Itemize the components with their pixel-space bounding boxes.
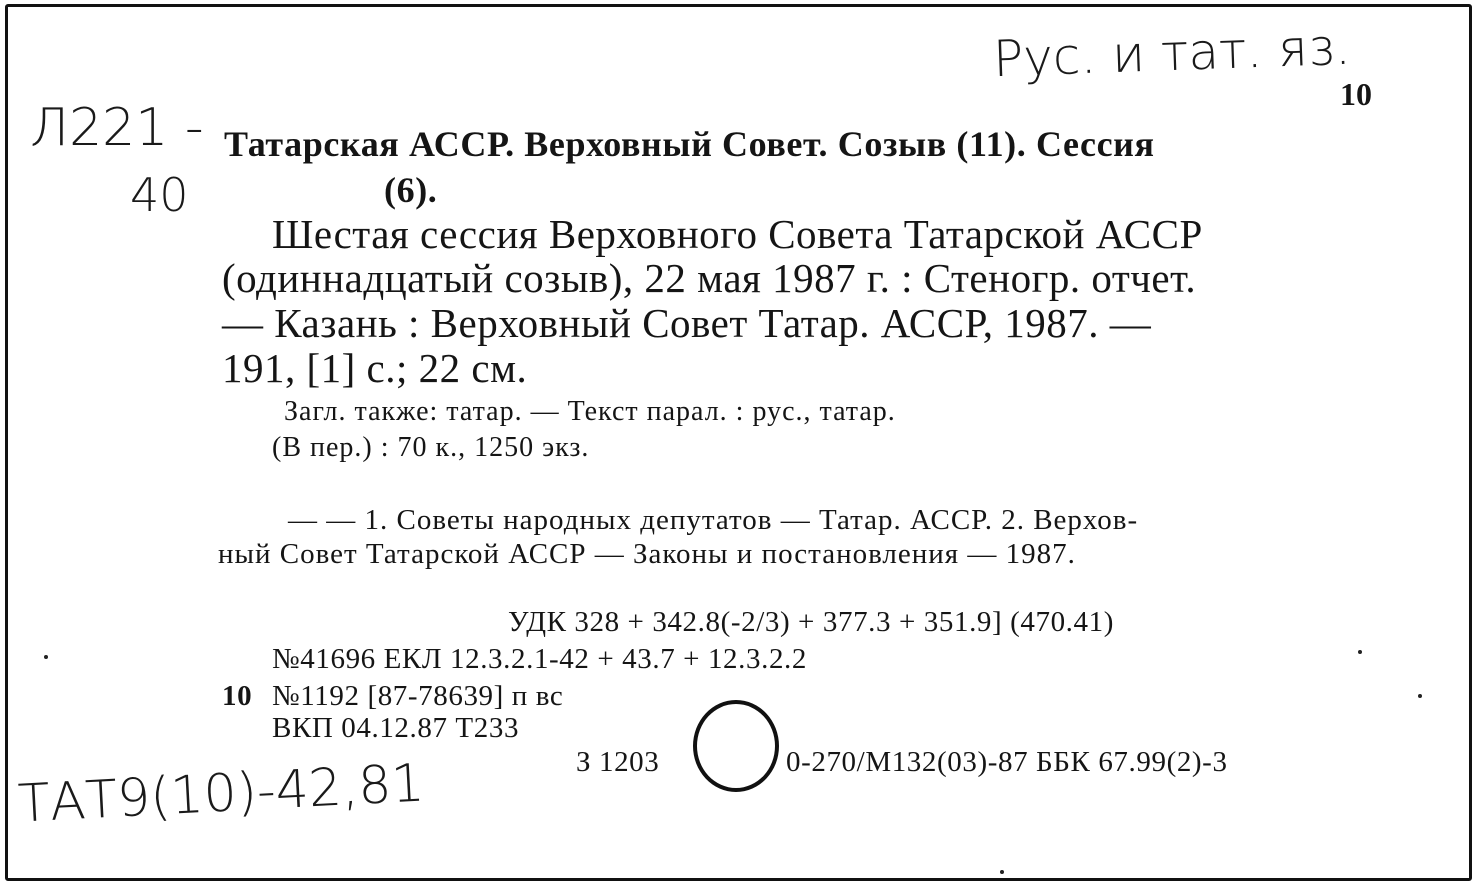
description-line-2: (одиннадцатый созыв), 22 мая 1987 г. : Стеногр. отчет. — [222, 255, 1197, 301]
description-line-1: Шестая сессия Верховного Совета Татарской АССР — [272, 211, 1203, 257]
handwritten-shelf-number: 40 — [130, 168, 189, 222]
subject-line-1: — — 1. Советы народных депутатов — Татар. АССР. 2. Верхов- — [288, 504, 1139, 536]
price-code-right: 0-270/М132(03)-87 ББК 67.99(2)-3 — [786, 746, 1228, 778]
description-line-4: 191, [1] с.; 22 см. — [222, 345, 528, 391]
speck — [1000, 870, 1004, 874]
price-code-left: З 1203 — [576, 746, 660, 778]
note-line-2: (В пер.) : 70 к., 1250 экз. — [272, 432, 590, 463]
card-sequence-number: 10 — [1340, 76, 1372, 112]
heading-line-2: (6). — [384, 170, 438, 210]
description-line-3: — Казань : Верховный Совет Татар. АССР, 1987. — — [222, 300, 1152, 346]
subject-line-2: ный Совет Татарской АССР — Законы и постановления — 1987. — [218, 538, 1076, 570]
note-line-1: Загл. также: татар. — Текст парал. : рус., татар. — [284, 396, 896, 427]
speck — [44, 655, 48, 659]
registration-prefix: 10 — [222, 680, 253, 712]
speck — [1358, 650, 1362, 654]
handwritten-language-note: Рус. и тат. яз. — [992, 17, 1352, 89]
handwritten-classification: ТАТ9(10)-42,81 — [16, 753, 426, 835]
udk-code: УДК 328 + 342.8(-2/3) + 377.3 + 351.9] (470.41) — [508, 606, 1114, 638]
ekl-code: №41696 ЕКЛ 12.3.2.1-42 + 43.7 + 12.3.2.2 — [272, 643, 808, 675]
vkp-code: ВКП 04.12.87 Т233 — [272, 712, 520, 744]
heading-line-1: Татарская АССР. Верховный Совет. Созыв (11). Сессия — [224, 124, 1155, 164]
speck — [1418, 694, 1422, 698]
handwritten-shelf-code: Л221 - — [30, 98, 204, 158]
punch-hole — [693, 700, 779, 792]
registration-number: №1192 [87-78639] п вс — [272, 680, 564, 712]
